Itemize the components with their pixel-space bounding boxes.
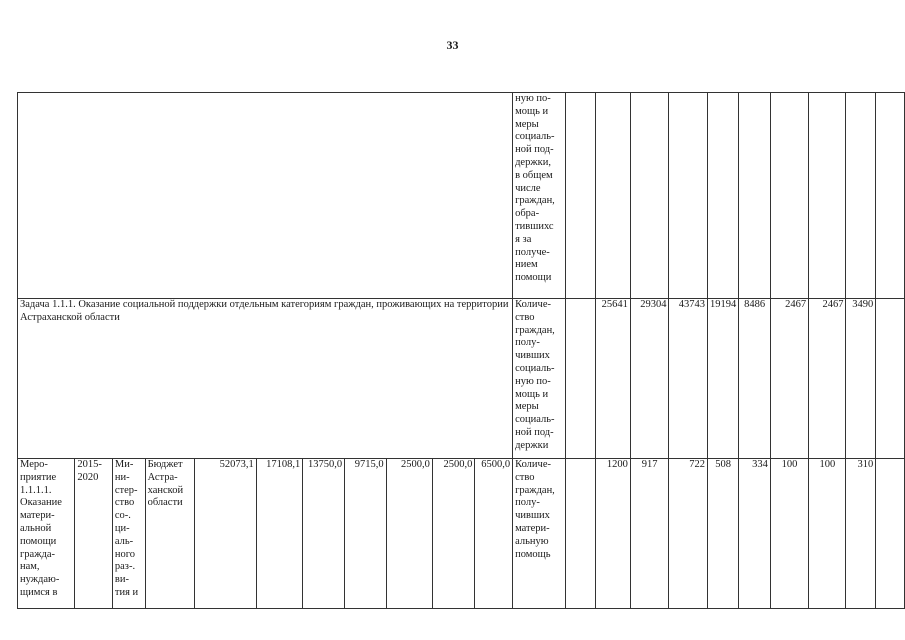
funding-total-cell: 52073,1 (195, 459, 257, 609)
target-cell: 2467 (809, 299, 846, 459)
target-cell: 1200 (596, 459, 631, 609)
funding-year-cell: 6500,0 (475, 459, 513, 609)
unit-cell (565, 299, 595, 459)
executor-cell: Ми- ни- стер- ство со-. ци- аль- ного раз-. ви- тия и (112, 459, 145, 609)
target-cell (708, 93, 739, 299)
indicator-cell: Количе- ство граждан, полу- чивших матери- альную помощь (513, 459, 566, 609)
target-cell (846, 93, 876, 299)
indicator-cell: Количе- ство граждан, полу- чивших социаль- ную по- мощь и меры социаль- ной под- держки (513, 299, 566, 459)
target-cell (876, 459, 905, 609)
target-cell (876, 299, 905, 459)
funding-year-cell: 17108,1 (256, 459, 303, 609)
target-cell (669, 93, 708, 299)
funding-year-cell: 2500,0 (386, 459, 432, 609)
target-cell (739, 93, 771, 299)
target-cell: 310 (846, 459, 876, 609)
table-row-event (18, 459, 905, 609)
funding-year-cell: 13750,0 (303, 459, 345, 609)
funding-source-cell: Бюджет Астра- ханской области (145, 459, 194, 609)
period-cell: 2015- 2020 (75, 459, 113, 609)
base-value-cell (596, 93, 631, 299)
target-cell: 722 (669, 459, 708, 609)
program-table (17, 92, 905, 609)
table-row-task (18, 299, 905, 459)
funding-year-cell: 2500,0 (432, 459, 474, 609)
target-cell: 100 (770, 459, 808, 609)
target-cell: 2467 (770, 299, 808, 459)
event-name-cell: Меро- приятие 1.1.1.1. Оказание матери- альной помощи гражда- нам, нуждаю- щимся в (18, 459, 75, 609)
funding-year-cell: 9715,0 (345, 459, 387, 609)
target-cell: 508 (708, 459, 739, 609)
target-cell: 19194 (708, 299, 739, 459)
unit-cell (565, 93, 595, 299)
target-cell (876, 93, 905, 299)
task-title: Задача 1.1.1. Оказание социальной поддержки отдельным категориям граждан, проживающих на территории Астраханской области (18, 299, 513, 459)
page-number: 33 (446, 38, 459, 52)
target-cell: 8486 (739, 299, 771, 459)
target-cell (630, 93, 669, 299)
empty-merged-cell (18, 93, 513, 299)
target-cell: 43743 (669, 299, 708, 459)
target-cell: 25641 (596, 299, 631, 459)
table-row-continuation (18, 93, 905, 299)
target-cell (770, 93, 808, 299)
target-cell: 334 (739, 459, 771, 609)
indicator-cell: ную по- мощь и меры социаль- ной под- держки, в общем числе граждан, обра- тившихс я за получе- нием помощи (513, 93, 566, 299)
target-cell: 29304 (630, 299, 669, 459)
target-cell: 100 (809, 459, 846, 609)
target-cell: 917 (630, 459, 669, 609)
unit-cell (565, 459, 595, 609)
target-cell: 3490 (846, 299, 876, 459)
target-cell (809, 93, 846, 299)
